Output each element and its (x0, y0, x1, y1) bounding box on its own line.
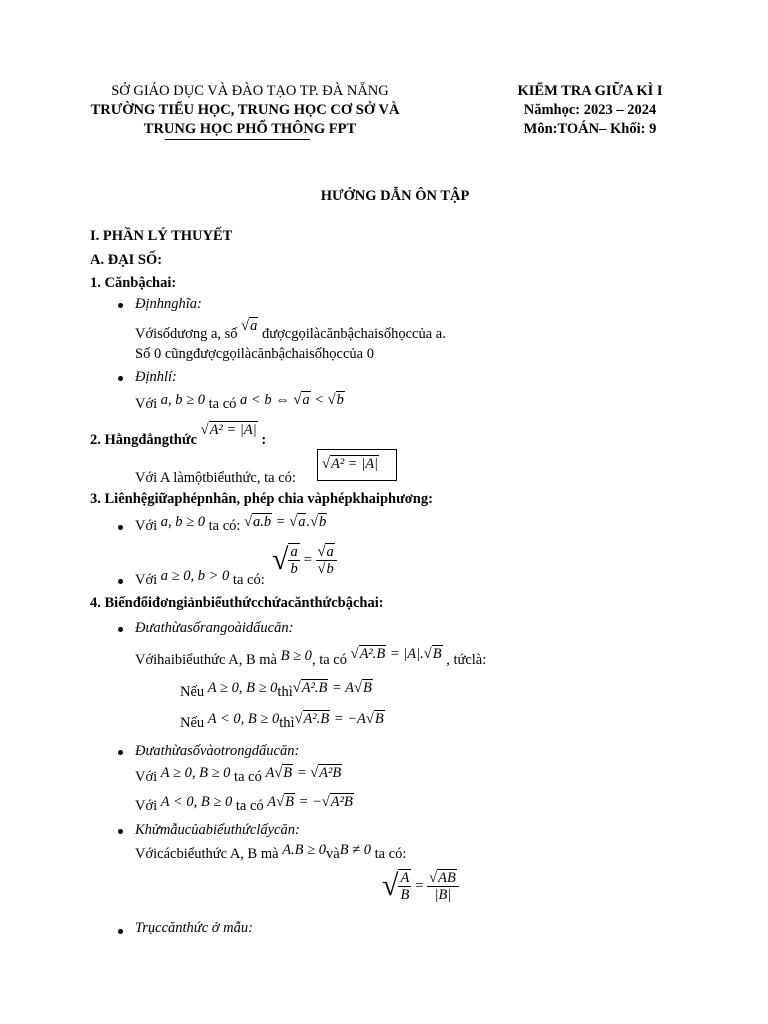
header-right-line2: Nămhọc: 2023 – 2024 (523, 102, 657, 118)
header-left-line3: TRUNG HỌC PHỔ THÔNG FPT (143, 121, 357, 137)
header-left-line2: TRƯỜNG TIỂU HỌC, TRUNG HỌC CƠ SỞ VÀ (90, 102, 400, 118)
case1-then: thì (277, 684, 293, 700)
header-right-line3: Môn:TOÁN– Khối: 9 (523, 121, 657, 137)
b1-text (135, 646, 487, 669)
bullet (118, 525, 123, 530)
b1-case1 (180, 680, 373, 701)
header-underline (165, 139, 310, 140)
item2-condition: a ≥ 0, b > 0 (160, 568, 230, 584)
case1-sqrt: √A².B (292, 680, 328, 696)
sqrt-a: √a (241, 318, 258, 334)
item2-with: Với (135, 572, 158, 588)
sqrt-b: √B (274, 765, 293, 781)
bullet (118, 376, 123, 381)
item2-taco: ta có: (232, 572, 265, 588)
b3-and: và (326, 846, 340, 862)
theorem-label: Địnhlí: (135, 369, 177, 385)
b1-text-a: Vớihaibiểuthức A, B mà (135, 652, 277, 668)
b1-condition: B ≥ 0 (280, 648, 312, 664)
case1-if: Nếu (180, 684, 205, 700)
theorem-taco: ta có (208, 396, 237, 412)
frac-a: a (290, 544, 298, 560)
frac-b: b (290, 561, 298, 577)
case1-condition: A ≥ 0, B ≥ 0 (207, 680, 278, 696)
b3-text-a: Vớicácbiểuthức A, B mà (135, 846, 279, 862)
section3-item2-formula: √ $\frac{a}{b}$ = $\frac{√a}{√b}$ (272, 540, 337, 580)
b2-l2-eq: = − (298, 794, 322, 810)
b2-line1 (135, 765, 342, 786)
section3-item2 (135, 568, 265, 589)
sqrt-b: √B (354, 680, 372, 696)
theorem-condition: a, b ≥ 0 (160, 392, 206, 408)
section3-title: 3. Liênhệgiữaphépnhân, phép chia vàphépkhaiphương: (90, 491, 433, 507)
section2-title-formula: √A² = |A| (200, 422, 257, 438)
b2-label: Đưathừasốvàotrongdấucăn: (135, 743, 300, 759)
item1-condition: a, b ≥ 0 (160, 514, 206, 530)
partA-heading: A. ĐẠI SỐ: (90, 252, 163, 268)
bullet (118, 750, 123, 755)
definition-text-b: đượcgọilàcănbậchaisốhọccủa a. (262, 326, 446, 342)
sqrt-ab: √a.b (244, 514, 272, 530)
definition-label: Địnhnghĩa: (135, 296, 202, 312)
section3-item1: Với a, b ≥ 0 ta có: √a.b = √a.√b (135, 514, 327, 534)
section2-title (90, 422, 267, 449)
b2-l1-taco: ta có (234, 769, 262, 785)
sqrt-b: √b (327, 392, 344, 408)
b3-text (135, 842, 407, 863)
b1-text-b: , ta có (311, 652, 347, 668)
b2-l1-condition: A ≥ 0, B ≥ 0 (160, 765, 231, 781)
frac-num: A (400, 870, 410, 886)
bullet (118, 627, 123, 632)
b2-l1-with: Với (135, 769, 158, 785)
b3-formula: √ $\frac{A}{B}$ = $\frac{√AB}{|B|}$ (382, 866, 459, 906)
sqrt-b: √b (310, 514, 327, 530)
sqrt-a2b: √A²B (321, 794, 353, 810)
b3-label: Khửmẫucủabiểuthứclấycăn: (135, 822, 300, 838)
case2-sqrt: √A².B (294, 711, 330, 727)
doc-title: HƯỚNG DẪN ÔN TẬP (320, 188, 470, 204)
b2-l2-a: A (267, 794, 277, 810)
b2-l2-with: Với (135, 798, 158, 814)
b2-line2 (135, 794, 354, 815)
item1-with: Với (135, 518, 158, 534)
b1-formula-right: = |A|. (389, 646, 424, 662)
theorem-with: Với (135, 396, 158, 412)
bullet (118, 303, 123, 308)
theorem-line (135, 392, 345, 413)
b1-text-c: , tứclà: (446, 652, 487, 668)
b2-l1-a: A (265, 765, 275, 781)
b2-l2-taco: ta có (235, 798, 264, 814)
b1-case2 (180, 711, 385, 732)
bullet (118, 579, 123, 584)
theorem-lt: < (314, 392, 324, 408)
header-right-line1: KIỂM TRA GIỮA KÌ I (517, 83, 663, 99)
b1-sqrt-formula: √A².B (350, 646, 386, 662)
b2-l1-eq: = (296, 765, 307, 781)
section2-title-text: 2. Hằngđẳngthức (90, 432, 198, 448)
sqrt-b: √B (423, 646, 442, 662)
case1-right: = A (332, 680, 355, 696)
definition-line1 (135, 318, 446, 343)
section2-text: Với A làmộtbiểuthức, ta có: (135, 470, 296, 486)
definition-line2: Số 0 cũngđượcgọilàcănbậchaisốhọccủa 0 (135, 346, 374, 362)
header-left-line1: SỞ GIÁO DỤC VÀ ĐÀO TẠO TP. ĐÀ NẴNG (111, 83, 389, 99)
frac-den-abs: |B| (434, 886, 452, 903)
theorem-formula-left: a < b ⇔ (240, 392, 290, 408)
sqrt-a: √a (293, 392, 310, 408)
case2-then: thì (279, 715, 295, 731)
section1-title: 1. Cănbậchai: (90, 275, 177, 291)
b3-condition1: A.B ≥ 0 (282, 842, 327, 858)
case2-if: Nếu (180, 715, 205, 731)
boxed-formula-content: √A² = |A| (322, 456, 379, 472)
sqrt-b: √B (276, 794, 294, 810)
section4-title: 4. Biếnđổiđơngiảnbiểuthứcchứacănthứcbậchai: (90, 595, 384, 611)
sqrt-b: √B (365, 711, 384, 727)
part1-heading: I. PHẦN LÝ THUYẾT (90, 228, 233, 244)
item1-taco: ta có: (208, 518, 241, 534)
case2-right: = −A (333, 711, 366, 727)
frac-den: B (400, 887, 410, 903)
sqrt-a2b: √A²B (310, 765, 342, 781)
b1-label: Đưathừasốrangoàidấucăn: (135, 620, 294, 636)
section2-colon: : (261, 432, 267, 448)
b2-l2-condition: A < 0, B ≥ 0 (160, 794, 233, 810)
bullet (118, 829, 123, 834)
case2-condition: A < 0, B ≥ 0 (207, 711, 280, 727)
b4-label: Trụccănthức ở mẫu: (135, 920, 253, 936)
b3-condition2: B ≠ 0 (339, 842, 372, 858)
b3-taco: ta có: (374, 846, 407, 862)
bullet (118, 929, 123, 934)
definition-text-a: Vớisốdương a, số (135, 326, 238, 342)
sqrt-a: √a (289, 514, 306, 530)
